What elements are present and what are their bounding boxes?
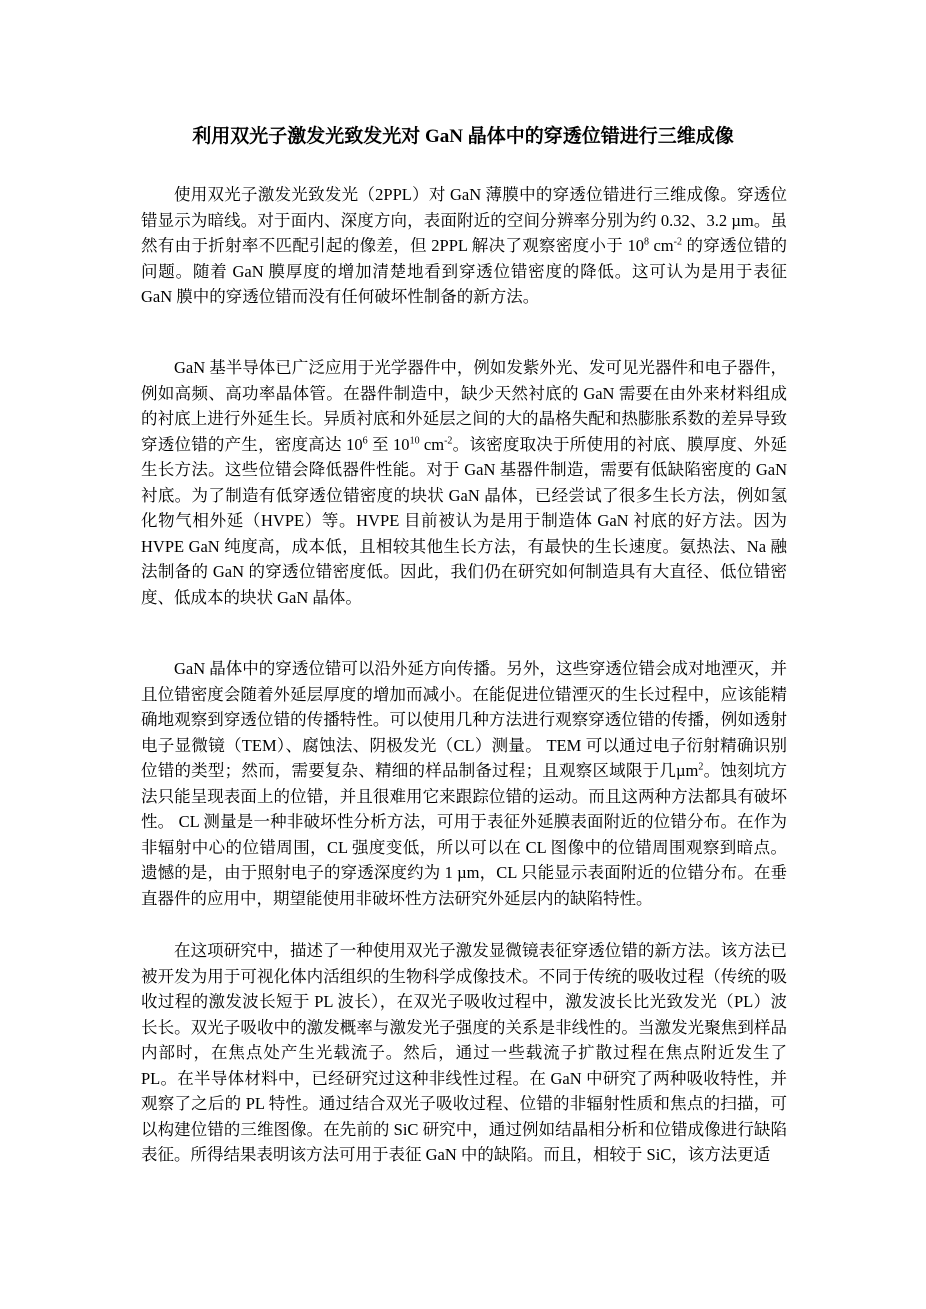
superscript: 6 [362,435,368,446]
paragraph-abstract [141,182,787,310]
superscript: -2 [673,236,682,248]
paragraph-methods-review [141,656,787,911]
paragraph-text: cm [419,434,445,454]
paragraph-text: cm [649,236,674,255]
paragraph-text: 使用双光子激发光致发光（2PPL）对 GaN 薄膜中的穿透位错进行三维成像。穿透位错显示为暗线。对于面内、深度方向，表面附近的空间分辨率分别为约 0.32、3.2 µm。虽然有由于折射率不匹配引起的像差，但 2PPL 解决了观察密度小于 10 [141,185,787,255]
paragraph-text: 的穿透位错的问题。随着 GaN 膜厚度的增加清楚地看到穿透位错密度的降低。这可认为是用于表征 GaN 膜中的穿透位错而没有任何破坏性制备的新方法。 [141,236,788,306]
superscript: 2 [698,761,704,773]
document-title: 利用双光子激发光致发光对 GaN 晶体中的穿透位错进行三维成像 [192,126,734,147]
paragraph-background [141,355,787,610]
paragraph-text: 在这项研究中，描述了一种使用双光子激发显微镜表征穿透位错的新方法。该方法已被开发为用于可视化体内活组织的生物科学成像技术。不同于传统的吸收过程（传统的吸收过程的激发波长短于 PL 波长），在双光子吸收过程中，激发波长比光致发光（PL）波长长。双光子吸收中的激发概率与激发光子强度的关系是非线性的。当激发光聚焦到样品内部时，在焦点处产生光载流子。然后，通过一些载流子扩散过程在焦点附近发生了 PL。在半导体材料中，已经研究过这种非线性过程。在 GaN 中研究了两种吸收特性，并观察了之后的 PL 特性。通过结合双光子吸收过程、位错的非辐射性质和焦点的扫描，可以构建位错的三维图像。在先前的 SiC 研究中，通过例如结晶相分析和位错成像进行缺陷表征。所得结果表明该方法可用于表征 GaN 中的缺陷。而且，相较于 SiC，该方法更适 [141,941,787,1164]
paragraph-text: 至 10 [367,434,410,454]
paragraph-text: GaN 基半导体已广泛应用于光学器件中，例如发紫外光、发可见光器件和电子器件，例如高频、高功率晶体管。在器件制造中，缺少天然衬底的 GaN 需要在由外来材料组成的衬底上进行外延生长。异质衬底和外延层之间的大的晶格失配和热膨胀系数的差异导致穿透位错的产生，密度高达 10 [141,358,787,454]
paragraph-text: 。蚀刻坑方法只能呈现表面上的位错，并且很难用它来跟踪位错的运动。而且这两种方法都具有破坏性。 CL 测量是一种非破坏性分析方法，可用于表征外延膜表面附近的位错分布。在作为非辐射中心的位错周围，CL 强度变低，所以可以在 CL 图像中的位错周围观察到暗点。遗憾的是，由于照射电子的穿透深度约为 1 µm，CL 只能显示表面附近的位错分布。在垂直器件的应用中，期望能使用非破坏性方法研究外延层内的缺陷特性。 [141,761,788,908]
paragraph-this-study [141,938,787,1168]
superscript: -2 [444,435,453,446]
paragraph-text: 。该密度取决于所使用的衬底、膜厚度、外延生长方法。这些位错会降低器件性能。对于 GaN 基器件制造，需要有低缺陷密度的 GaN 衬底。为了制造有低穿透位错密度的块状 GaN 晶体，已经尝试了很多生长方法，例如氢化物气相外延（HVPE）等。HVPE 目前被认为是用于制造体 GaN 衬底的好方法。因为 HVPE GaN 纯度高，成本低，且相较其他生长方法，有最快的生长速度。氨热法、Na 融法制备的 GaN 的穿透位错密度低。因此，我们仍在研究如何制造具有大直径、低位错密度、低成本的块状 GaN 晶体。 [141,434,788,607]
superscript: 8 [644,236,650,248]
superscript: 10 [409,435,420,446]
paragraph-text: GaN 晶体中的穿透位错可以沿外延方向传播。另外，这些穿透位错会成对地湮灭，并且位错密度会随着外延层厚度的增加而减小。在能促进位错湮灭的生长过程中，应该能精确地观察到穿透位错的传播特性。可以使用几种方法进行观察穿透位错的传播，例如透射电子显微镜（TEM）、腐蚀法、阴极发光（CL）测量。 TEM 可以通过电子衍射精确识别位错的类型；然而，需要复杂、精细的样品制备过程；且观察区域限于几µm [141,659,787,780]
